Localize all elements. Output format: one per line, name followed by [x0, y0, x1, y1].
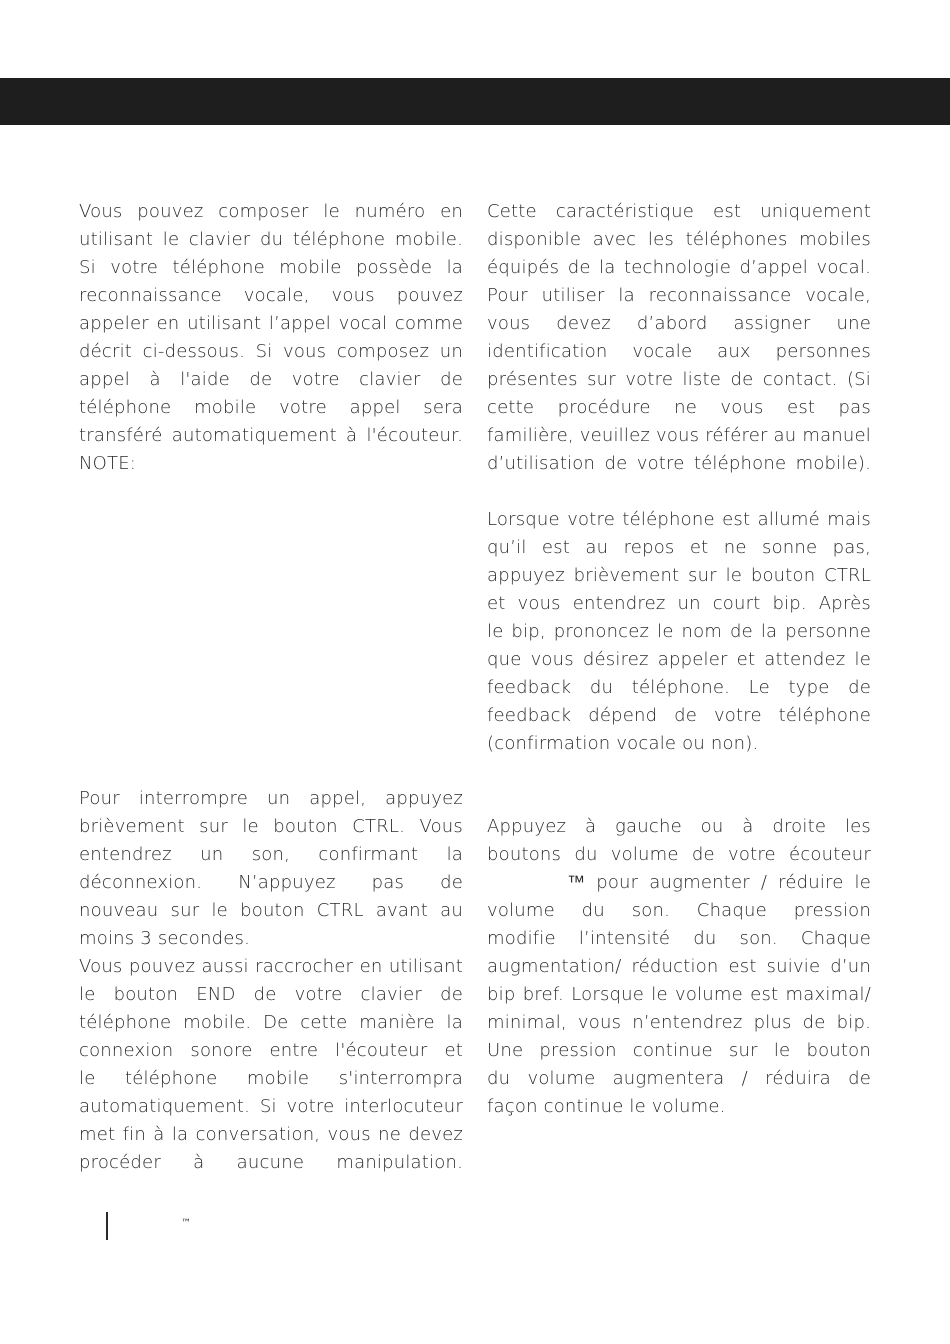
text-line: vous devez d’abord assigner une	[487, 313, 871, 334]
footer-trademark: ™	[181, 1218, 191, 1229]
hangup-section	[79, 785, 463, 1177]
text-line: appeler en utilisant l’appel vocal comme	[79, 313, 463, 334]
text-line: volume du son. Chaque pression	[487, 900, 871, 921]
text-line: façon continue le volume.	[487, 1096, 726, 1117]
text-line: connexion sonore entre l'écouteur et	[79, 1040, 463, 1061]
text-line: Lorsque votre téléphone est allumé mais	[487, 509, 871, 530]
text-line: le bouton END de votre clavier de	[79, 984, 463, 1005]
footer-divider	[106, 1212, 108, 1240]
volume-section	[487, 813, 871, 1121]
text-line: Appuyez à gauche ou à droite les	[487, 816, 871, 837]
text-line: cette procédure ne vous est pas	[487, 397, 871, 418]
text-line: boutons du volume de votre écouteur	[487, 844, 871, 865]
text-line: brièvement sur le bouton CTRL. Vous	[79, 816, 463, 837]
text-line: entendrez un son, confirmant la	[79, 844, 463, 865]
text-line: Si votre téléphone mobile possède la	[79, 257, 463, 278]
text-line: décrit ci-dessous. Si vous composez un	[79, 341, 463, 362]
text-line: présentes sur votre liste de contact. (Si	[487, 369, 871, 390]
text-line: utilisant le clavier du téléphone mobile.	[79, 229, 463, 250]
text-line: que vous désirez appeler et attendez le	[487, 649, 871, 670]
text-line: d’utilisation de votre téléphone mobile).	[487, 453, 871, 474]
text-line: Pour interrompre un appel, appuyez	[79, 788, 463, 809]
voice-feature-section	[487, 198, 871, 478]
dialing-section	[79, 198, 463, 478]
text-line: nouveau sur le bouton CTRL avant au	[79, 900, 463, 921]
header-bar	[0, 78, 950, 125]
text-line: reconnaissance vocale, vous pouvez	[79, 285, 463, 306]
text-line: familière, veuillez vous référer au manuel	[487, 425, 871, 446]
text-line: équipés de la technologie d’appel vocal.	[487, 257, 871, 278]
text-line: Vous pouvez composer le numéro en	[79, 201, 463, 222]
text-line: le téléphone mobile s'interrompra	[79, 1068, 463, 1089]
text-line: téléphone mobile. De cette manière la	[79, 1012, 463, 1033]
text-line: appuyez brièvement sur le bouton CTRL	[487, 565, 871, 586]
text-line: qu’il est au repos et ne sonne pas,	[487, 537, 871, 558]
text-line: bip bref. Lorsque le volume est maximal/	[487, 984, 871, 1005]
text-line: modifie l’intensité du son. Chaque	[487, 928, 871, 949]
text-line: Une pression continue sur le bouton	[487, 1040, 871, 1061]
text-line: le bip, prononcez le nom de la personne	[487, 621, 871, 642]
text-line: Vous pouvez aussi raccrocher en utilisant	[79, 956, 463, 977]
text-line: minimal, vous n’entendrez plus de bip.	[487, 1012, 871, 1033]
text-line: procéder à aucune manipulation.	[79, 1152, 463, 1173]
text-line: feedback du téléphone. Le type de	[487, 677, 871, 698]
text-line: déconnexion. N’appuyez pas de	[79, 872, 463, 893]
text-line: Cette caractéristique est uniquement	[487, 201, 871, 222]
text-line: transféré automatiquement à l'écouteur.	[79, 425, 463, 446]
text-line: automatiquement. Si votre interlocuteur	[79, 1096, 463, 1117]
text-line: Pour utiliser la reconnaissance vocale,	[487, 285, 871, 306]
text-line: ™ pour augmenter / réduire le	[567, 872, 871, 893]
voice-dial-section	[487, 506, 871, 758]
text-line: appel à l'aide de votre clavier de	[79, 369, 463, 390]
note-label: NOTE:	[79, 453, 137, 474]
text-line: moins 3 secondes.	[79, 928, 250, 949]
text-line: feedback dépend de votre téléphone	[487, 705, 871, 726]
text-line: augmentation/ réduction est suivie d’un	[487, 956, 871, 977]
text-line: téléphone mobile votre appel sera	[79, 397, 463, 418]
text-line: et vous entendrez un court bip. Après	[487, 593, 871, 614]
text-line: identification vocale aux personnes	[487, 341, 871, 362]
text-line: met fin à la conversation, vous ne devez	[79, 1124, 463, 1145]
text-line: du volume augmentera / réduira de	[487, 1068, 871, 1089]
text-line: disponible avec les téléphones mobiles	[487, 229, 871, 250]
text-line: (confirmation vocale ou non).	[487, 733, 759, 754]
